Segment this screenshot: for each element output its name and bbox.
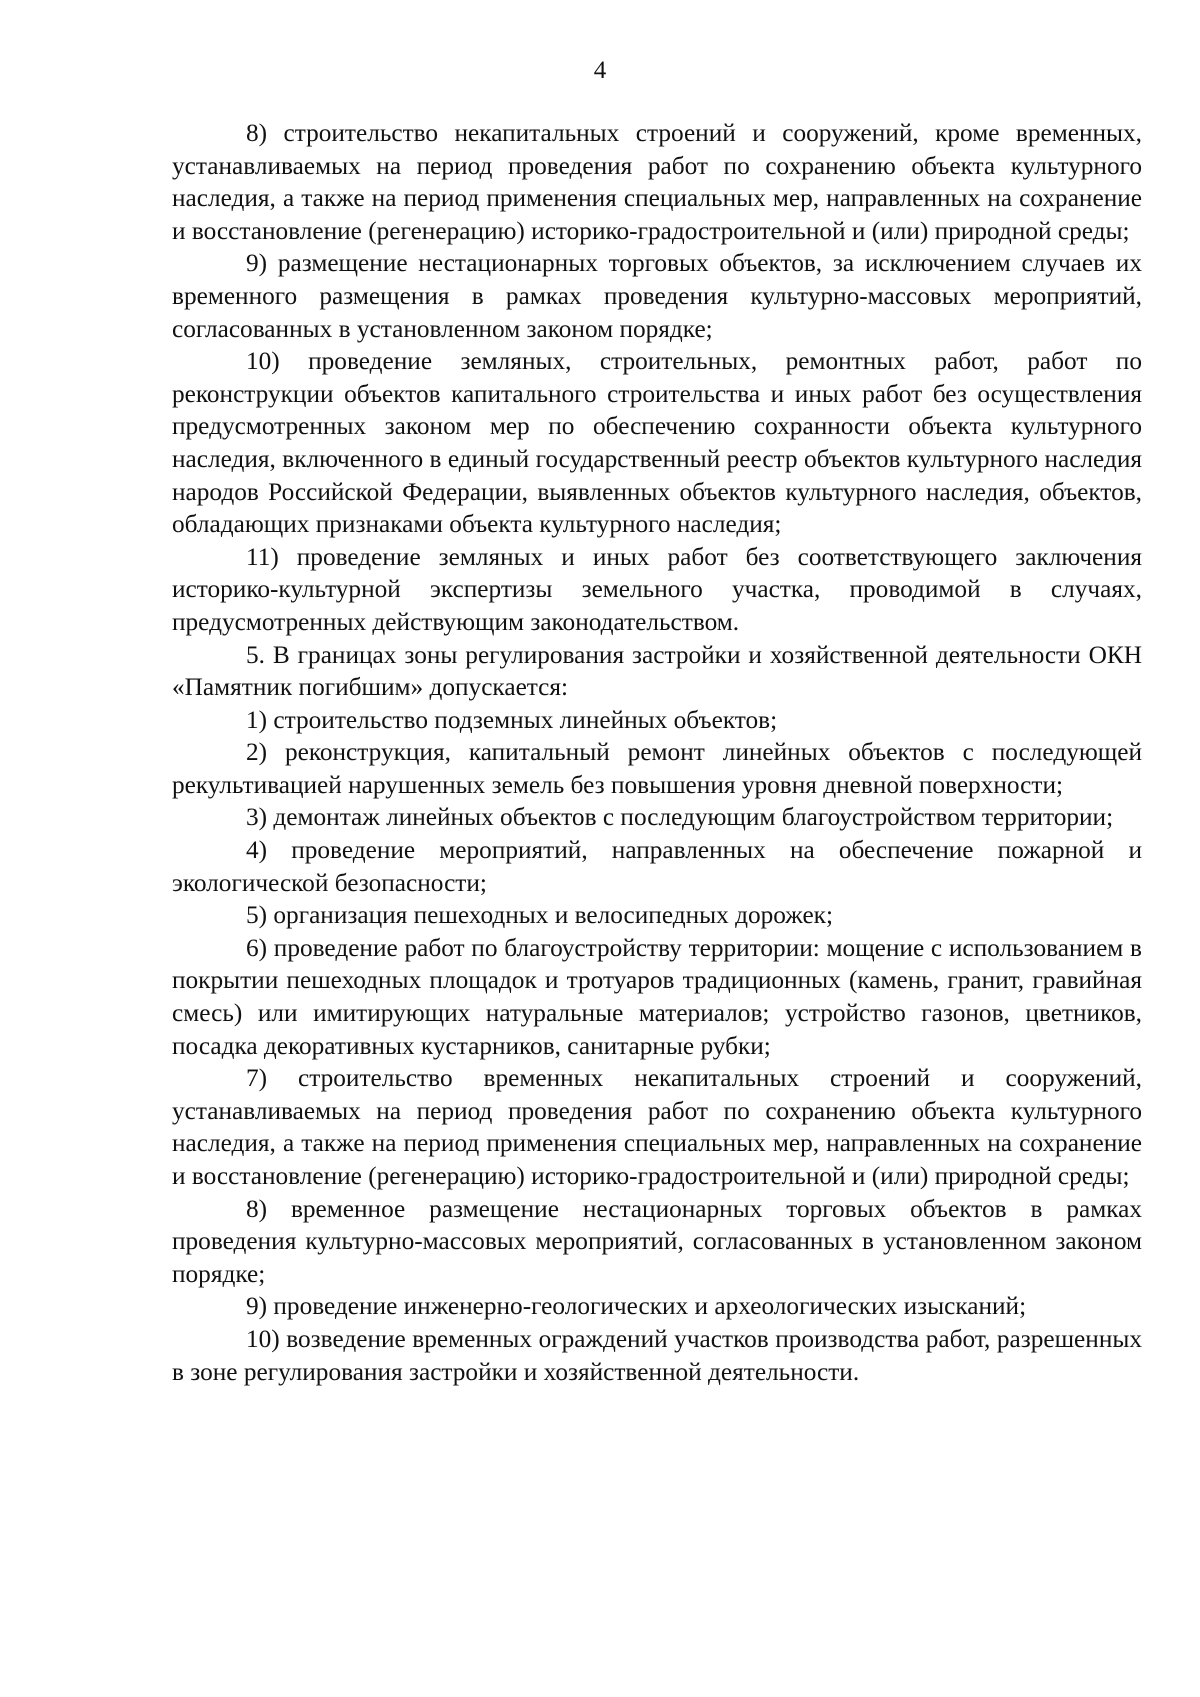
document-body (172, 117, 1142, 1388)
paragraph-allowed-item-5: 5) организация пешеходных и велосипедных дорожек; (246, 901, 833, 930)
paragraph-allowed-item-4: 4) проведение мероприятий, направленных на обеспечение пожарной и экологической безопасности; (172, 836, 1142, 897)
paragraph-prohibited-item-9: 9) размещение нестационарных торговых объектов, за исключением случаев их временного размещения в рамках проведения культурно-массовых мероприятий, согласованных в установленном законом порядке; (172, 249, 1142, 343)
paragraph-allowed-item-1: 1) строительство подземных линейных объектов; (246, 705, 778, 734)
paragraph-allowed-item-6: 6) проведение работ по благоустройству территории: мощение с использованием в покрытии пешеходных площадок и тротуаров традиционных (камень, гранит, гравийная смесь) или имитирующих натуральные материалов; устройство газонов, цветников, посадка декоративных кустарников, санитарные рубки; (172, 933, 1142, 1060)
paragraph-prohibited-item-11: 11) проведение земляных и иных работ без соответствующего заключения историко-культурной экспертизы земельного участка, проводимой в случаях, предусмотренных действующим законодательством. (172, 542, 1142, 636)
paragraph-prohibited-item-8: 8) строительство некапитальных строений и сооружений, кроме временных, устанавливаемых на период проведения работ по сохранению объекта культурного наследия, а также на период применения специальных мер, направленных на сохранение и восстановление (регенерацию) историко-градостроительной и (или) природной среды; (172, 119, 1142, 245)
paragraph-allowed-item-8: 8) временное размещение нестационарных торговых объектов в рамках проведения культурно-массовых мероприятий, согласованных в установленном законом порядке; (172, 1194, 1142, 1288)
paragraph-allowed-item-3: 3) демонтаж линейных объектов с последующим благоустройством территории; (246, 803, 1114, 832)
paragraph-allowed-item-10: 10) возведение временных ограждений участков производства работ, разрешенных в зоне регулирования застройки и хозяйственной деятельности. (172, 1324, 1142, 1386)
paragraph-section-5-heading: 5. В границах зоны регулирования застройки и хозяйственной деятельности ОКН «Памятник погибшим» допускается: (172, 640, 1142, 702)
paragraph-allowed-item-2: 2) реконструкция, капитальный ремонт линейных объектов с последующей рекультивацией нарушенных земель без повышения уровня дневной поверхности; (172, 738, 1142, 799)
paragraph-allowed-item-7: 7) строительство временных некапитальных строений и сооружений, устанавливаемых на период проведения работ по сохранению объекта культурного наследия, а также на период применения специальных мер, направленных на сохранение и восстановление (регенерацию) историко-градостроительной и (или) природной среды; (172, 1064, 1142, 1190)
paragraph-allowed-item-9: 9) проведение инженерно-геологических и археологических изысканий; (246, 1292, 1027, 1321)
paragraph-prohibited-item-10: 10) проведение земляных, строительных, ремонтных работ, работ по реконструкции объектов капитального строительства и иных работ без осуществления предусмотренных законом мер по обеспечению сохранности объекта культурного наследия, включенного в единый государственный реестр объектов культурного наследия народов Российской Федерации, выявленных объектов культурного наследия, объектов, обладающих признаками объекта культурного наследия; (172, 347, 1142, 539)
page-number: 4 (593, 57, 607, 84)
